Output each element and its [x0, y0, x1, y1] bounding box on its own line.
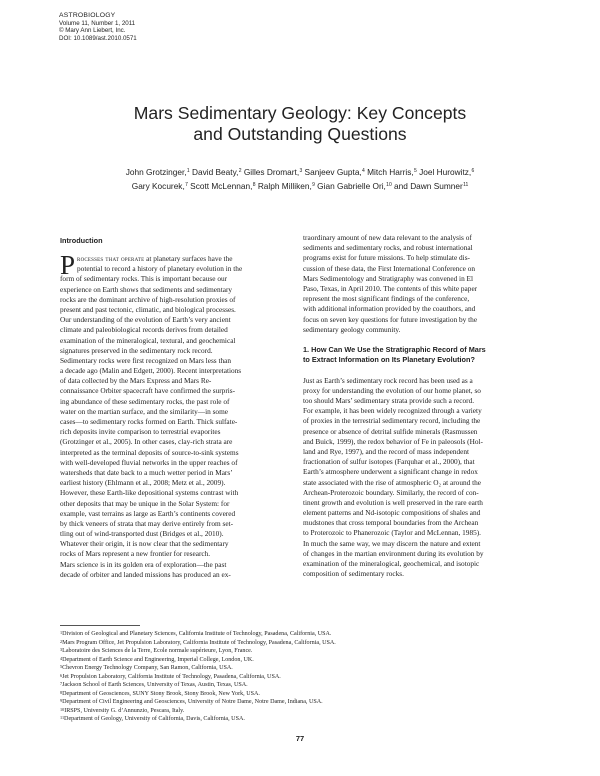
- intro-continued-text-line: sediments and sedimentary rocks, and robust international: [303, 243, 473, 253]
- author-name: Sanjeev Gupta,: [304, 167, 362, 177]
- intro-text-line: examination of the mineralogical, textural, and geochemical: [60, 335, 236, 345]
- right-column: [303, 233, 543, 579]
- footnote-item: [60, 664, 540, 673]
- section1-text-line: presence or absence of detrital sulfide minerals (Rasmussen: [303, 426, 478, 436]
- footnote-text: Chevron Energy Technology Company, San Ramon, California, USA.: [62, 665, 233, 671]
- intro-text-line: water on the martian surface, and the similarity—in some: [60, 406, 228, 416]
- author-name: and Dawn Sumner: [394, 181, 463, 191]
- author: [419, 167, 474, 177]
- intro-text-line: connaissance Orbiter spacecraft have confirmed the surpris-: [60, 386, 236, 396]
- author-name: David Beaty,: [192, 167, 239, 177]
- intro-text-line: (Grotzinger et al., 2005). In other cases, clay-rich strata are: [60, 437, 233, 447]
- section1-text-line: Archean-Proterozoic boundary. Similarly, the record of con-: [303, 487, 479, 497]
- author-affiliation-number: 5: [414, 168, 417, 174]
- footnote-item: [60, 630, 540, 639]
- footnote-text: Mars Program Office, Jet Propulsion Laboratory, California Institute of Technology, Pasadena, California, USA.: [62, 639, 336, 646]
- intro-body: [60, 264, 300, 580]
- article-title: [40, 103, 560, 145]
- title-line-2: and Outstanding Questions: [193, 124, 407, 144]
- intro-text-line: form of sedimentary rocks. This is important because our: [60, 274, 228, 284]
- intro-text-line: Mars science is in its golden era of exploration—the past: [60, 559, 227, 569]
- author: [317, 181, 392, 191]
- section1-heading-line-2: to Extract Information on Its Planetary Evolution?: [303, 355, 475, 365]
- footnote-text: Department of Earth Science and Engineering, Imperial College, London, UK.: [62, 656, 254, 663]
- intro-continued-text-line: sedimentary geology community.: [303, 324, 401, 334]
- footnote-number: 10: [60, 706, 65, 712]
- intro-text-line: climate and paleobiological records derives from detailed: [60, 325, 228, 335]
- author: [305, 167, 365, 177]
- footnote-number: 9: [60, 698, 63, 704]
- section1-text-line: For example, it has been widely recognized through a variety: [303, 406, 482, 416]
- page-number: 77: [295, 734, 305, 743]
- author-affiliation-number: 4: [362, 168, 365, 174]
- author-affiliation-number: 2: [238, 168, 242, 174]
- section1-text-line: to Proterozoic to Phanerozoic (Taylor and McLennan, 1985).: [303, 528, 482, 538]
- footnote-number: 7: [60, 681, 63, 687]
- author-list: [30, 165, 570, 193]
- intro-text-line: of data collected by the Mars Express and Mars Re-: [60, 376, 212, 386]
- intro-continued-text-line: represent the most significant findings of the conference,: [303, 294, 470, 304]
- author: [394, 181, 468, 191]
- intro-text-line: However, these Earth-like depositional systems contrast with: [60, 488, 239, 498]
- section1-text-line: examination of the mineralogical, geochemical, and isotopic: [303, 559, 480, 569]
- section1-text-line: element patterns and Nd-isotopic compositions of shales and: [303, 508, 481, 518]
- footnote-divider: [60, 625, 140, 626]
- footnote-number: 4: [60, 655, 63, 661]
- intro-text-line: decade of orbiter and landed missions has produced an ex-: [60, 569, 231, 579]
- author-affiliation-number: 1: [186, 168, 190, 174]
- section1-text-line: fractionation of sulfur isotopes (Farquhar et al., 2000), that: [303, 457, 475, 467]
- section1-text-line: of changes in the martian environment during its evolution by: [303, 548, 484, 558]
- intro-text-line: rocks are the dominant archive of high-resolution proxies of: [60, 294, 236, 304]
- footnote-item: [60, 639, 540, 648]
- footnote-text: IRSPS, University G. d’Annunzio, Pescara, Italy.: [64, 707, 185, 714]
- intro-text-line: experience on Earth shows that sediments and sedimentary: [60, 284, 233, 294]
- intro-text-line: present and past tectonic, climatic, and biological processes.: [60, 304, 236, 314]
- intro-text-line: example, vast terrains as large as Earth’s continents covered: [60, 508, 236, 518]
- author-name: Joel Hurowitz,: [419, 167, 472, 177]
- footnote-text: Department of Geology, University of California, Davis, California, USA.: [64, 716, 245, 722]
- intro-text-line: by thick veneers of strata that may derive entirely from set-: [60, 518, 234, 528]
- section1-heading-line-1: 1. How Can We Use the Stratigraphic Record of Mars: [303, 345, 486, 355]
- section1-text-line: Earth’s atmosphere underwent a significant change in redox: [303, 467, 478, 477]
- section1-body: [303, 376, 543, 580]
- intro-lead-smallcaps: rocesses that operate: [77, 254, 145, 263]
- author-name: John Grotzinger,: [125, 167, 187, 177]
- intro-continued-text-line: cussion of these data, the First International Conference on: [303, 263, 476, 273]
- author-name: Ralph Milliken,: [257, 181, 312, 191]
- author-affiliation-number: 7: [185, 182, 188, 188]
- footnote-text: Laboratoire des Sciences de la Terre, Ecole normale supérieure, Lyon, France.: [62, 648, 253, 654]
- intro-text-line: rocks of Mars represent a new frontier for research.: [60, 549, 211, 559]
- intro-text-line: earliest history (Ehlmann et al., 2008; Metz et al., 2009).: [60, 478, 226, 488]
- author-line-1: [30, 165, 570, 179]
- intro-text-line: interpreted as the terminal deposits of source-to-sink systems: [60, 447, 239, 457]
- section1-text-line: state associated with the rise of atmospheric O₂ at around the: [303, 477, 482, 487]
- author-line-2: [30, 179, 570, 193]
- intro-text-line: tling out of wind-transported dust (Bridges et al., 2010).: [60, 529, 224, 539]
- intro-continued-text-line: programs exist for future missions. To help stimulate dis-: [303, 253, 470, 263]
- footnote-item: [60, 656, 540, 665]
- section1-text-line: tinent growth and evolution is well preserved in the rare earth: [303, 497, 483, 507]
- author-name: Gary Kocurek,: [131, 181, 185, 191]
- intro-text-line: Our understanding of the evolution of Earth’s very ancient: [60, 315, 231, 325]
- section1-text-line: composition of sedimentary rocks.: [303, 569, 404, 579]
- intro-text-line: ing abundance of these sedimentary rocks, the past role of: [60, 396, 230, 406]
- section1-text-line: proxy for understanding the evolution of our home planet, so: [303, 385, 481, 395]
- footnote-number: 11: [60, 715, 65, 721]
- intro-text-line: potential to record a history of planetary evolution in the: [77, 264, 243, 274]
- author-affiliation-number: 11: [463, 182, 469, 188]
- affiliation-footnotes: [60, 630, 540, 724]
- footnote-number: 2: [60, 638, 63, 644]
- author-name: Gilles Dromart,: [243, 167, 300, 177]
- footnote-number: 5: [60, 664, 63, 670]
- journal-volume: Volume 11, Number 1, 2011: [59, 19, 136, 27]
- footnote-text: Department of Civil Engineering and Geosciences, University of Notre Dame, Notre Dame, Indiana, USA.: [62, 699, 323, 705]
- journal-doi: DOI: 10.1089/ast.2010.0571: [59, 34, 137, 42]
- footnote-text: Jet Propulsion Laboratory, California Institute of Technology, Pasadena, California, USA.: [62, 673, 281, 680]
- author-affiliation-number: 9: [312, 182, 315, 188]
- intro-text-line: with well-developed fluvial networks in the upper reaches of: [60, 457, 238, 467]
- intro-text-line: rich deposits invite comparison to terrestrial evaporites: [60, 427, 221, 437]
- journal-header: [59, 12, 259, 42]
- author-affiliation-number: 3: [299, 168, 303, 174]
- intro-continued-text-line: focus on seven key questions for future investigation by the: [303, 314, 478, 324]
- intro-text-line: other deposits that may be unique in the Solar System: for: [60, 498, 230, 508]
- intro-text-line: cases—to sedimentary rocks formed on Earth. Thick sulfate-: [60, 417, 238, 426]
- intro-text-line: Whatever their origin, it is now clear that the sedimentary: [60, 539, 229, 549]
- author-name: Mitch Harris,: [367, 167, 414, 177]
- footnote-number: 3: [60, 647, 63, 653]
- author: [132, 181, 188, 191]
- intro-heading: Introduction: [60, 236, 103, 245]
- footnote-text: Jackson School of Earth Sciences, University of Texas, Austin, Texas, USA.: [62, 682, 248, 688]
- author: [367, 167, 417, 177]
- intro-continued-text-line: with additional information provided by the coauthors, and: [303, 304, 476, 314]
- footnote-item: [60, 673, 540, 682]
- section1-text-line: In much the same way, we may discern the nature and extent: [303, 538, 481, 548]
- intro-text-line: signatures preserved in the sedimentary rock record.: [60, 345, 213, 355]
- footnote-item: [60, 690, 540, 699]
- footnote-number: 1: [60, 630, 63, 636]
- author: [192, 167, 242, 177]
- intro-continued-text-line: Paso, Texas, in April 2010. The contents of this white paper: [303, 283, 478, 293]
- author-name: Gian Gabrielle Ori,: [317, 181, 386, 191]
- footnote-item: [60, 647, 540, 656]
- section1-text-line: and Buick, 1999), the redox behavior of Fe in paleosols (Hol-: [303, 436, 483, 446]
- author: [190, 181, 255, 191]
- intro-text-line: a decade ago (Malin and Edgett, 2000). Recent interpretations: [60, 366, 242, 376]
- section1-text-line: Just as Earth’s sedimentary rock record has been used as a: [303, 375, 473, 385]
- journal-name: ASTROBIOLOGY: [59, 12, 116, 19]
- footnote-item: [60, 707, 540, 716]
- footnote-number: 6: [60, 672, 63, 678]
- intro-continued-text-line: traordinary amount of new data relevant to the analysis of: [303, 233, 472, 242]
- author: [126, 167, 190, 177]
- intro-continued-text-line: Mars Sedimentology and Stratigraphy was convened in El: [303, 273, 474, 283]
- footnote-item: [60, 698, 540, 707]
- section1-text-line: of proxies in the terrestrial sedimentary record, including the: [303, 416, 481, 426]
- intro-text-line: Sedimentary rocks were first recognized on Mars less than: [60, 355, 232, 365]
- author: [258, 181, 315, 191]
- footnote-item: [60, 681, 540, 690]
- left-column: [60, 250, 300, 580]
- footnote-item: [60, 715, 540, 724]
- drop-cap: P: [60, 250, 76, 280]
- intro-text-line: watersheds that date back to a much wetter period in Mars’: [60, 467, 233, 477]
- author-name: Scott McLennan,: [190, 181, 253, 191]
- author-affiliation-number: 6: [471, 168, 475, 174]
- journal-copyright: © Mary Ann Liebert, Inc.: [59, 27, 126, 35]
- section1-text-line: land and Rye, 1997), and the record of mass independent: [303, 446, 470, 456]
- footnote-text: Division of Geological and Planetary Sciences, California Institute of Technology, Pasadena, California, USA.: [62, 631, 332, 637]
- footnote-text: Department of Geosciences, SUNY Stony Brook, Stony Brook, New York, USA.: [62, 690, 260, 697]
- section1-text-line: too should Mars’ sedimentary strata provide such a record.: [303, 396, 475, 406]
- intro-first-line-rest: at planetary surfaces have the: [144, 254, 233, 263]
- section1-text-line: mudstones that cross temporal boundaries from the Archean: [303, 518, 479, 528]
- intro-continued-body: [303, 233, 543, 335]
- author-affiliation-number: 8: [252, 182, 256, 188]
- author-affiliation-number: 10: [386, 182, 392, 188]
- footnote-number: 8: [60, 689, 63, 695]
- title-line-1: Mars Sedimentary Geology: Key Concepts: [133, 103, 467, 123]
- author: [244, 167, 302, 177]
